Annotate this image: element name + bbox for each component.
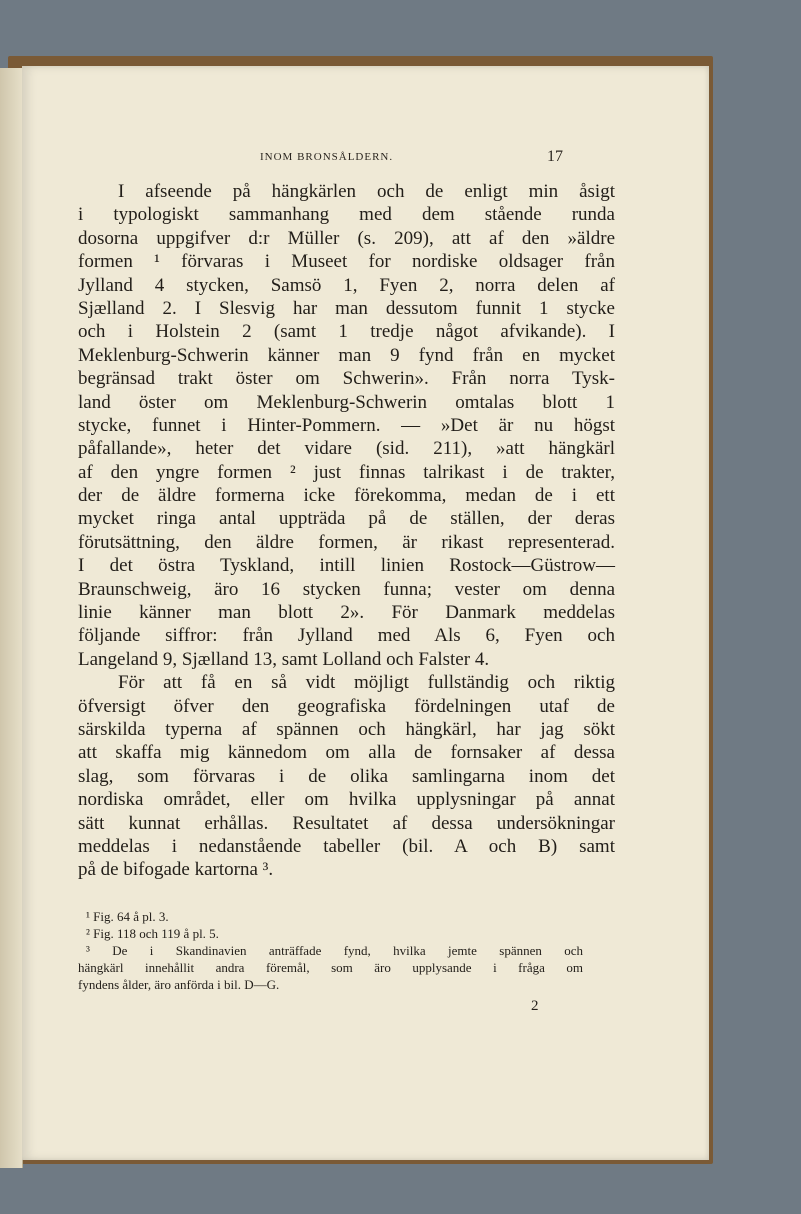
- text-line: För att få en så vidt möjligt fullständig och riktig: [118, 672, 615, 694]
- text-line: förutsättning, den äldre formen, är rikast representerad.: [78, 531, 615, 553]
- text-line: Braunschweig, äro 16 stycken funna; vester om denna: [78, 578, 615, 600]
- text-line: nordiska området, eller om hvilka upplysningar på annat: [78, 789, 615, 811]
- signature-mark: 2: [531, 998, 539, 1014]
- text-line: sätt kunnat erhållas. Resultatet af dessa undersökningar: [78, 812, 615, 834]
- text-line: meddelas i nedanstående tabeller (bil. A och B) samt: [78, 835, 615, 857]
- body-text: [78, 180, 615, 882]
- text-line: mycket ringa antal uppträda på de ställen, der deras: [78, 508, 615, 530]
- footnote-continuation: fyndens ålder, äro anförda i bil. D—G.: [78, 977, 280, 992]
- text-line: särskilda typerna af spännen och hängkärl, har jag sökt: [78, 718, 615, 740]
- footnotes: [78, 908, 583, 993]
- text-line: stycke, funnet i Hinter-Pommern. — »Det är nu högst: [78, 414, 615, 436]
- page-number: 17: [547, 148, 563, 165]
- running-head: INOM BRONSÅLDERN.: [260, 151, 394, 163]
- footnote: ³ De i Skandinavien anträffade fynd, hvilka jemte spännen och: [86, 943, 583, 958]
- text-line: land öster om Meklenburg-Schwerin omtalas blott 1: [78, 391, 615, 413]
- text-line: följande siffror: från Jylland med Als 6, Fyen och: [78, 625, 615, 647]
- text-line: och i Holstein 2 (samt 1 tredje något afvikande). I: [78, 321, 615, 343]
- page-header: [22, 148, 709, 170]
- text-line: I afseende på hängkärlen och de enligt min åsigt: [118, 181, 615, 202]
- text-line: i typologiskt sammanhang med dem stående runda: [78, 204, 615, 226]
- footnote-continuation: hängkärl innehållit andra föremål, som äro upplysande i fråga om: [78, 960, 583, 975]
- text-line: att skaffa mig kännedom om alla de fornsaker af dessa: [78, 742, 615, 764]
- text-line: Meklenburg-Schwerin känner man 9 fynd från en mycket: [78, 344, 615, 366]
- text-line: öfversigt öfver den geografiska fördelningen utaf de: [78, 695, 615, 717]
- text-line: Langeland 9, Sjælland 13, samt Lolland och Falster 4.: [78, 648, 490, 670]
- text-line: slag, som förvaras i de olika samlingarna inom det: [78, 765, 615, 787]
- text-line: Sjælland 2. I Slesvig har man dessutom funnit 1 stycke: [78, 297, 615, 319]
- book-page: [22, 66, 709, 1160]
- text-line: Jylland 4 stycken, Samsö 1, Fyen 2, norra delen af: [78, 274, 615, 296]
- text-line: der de äldre formerna icke förekomma, medan de i ett: [78, 485, 615, 507]
- text-line: på de bifogade kartorna ³.: [78, 859, 274, 881]
- footnote: ² Fig. 118 och 119 å pl. 5.: [86, 926, 219, 941]
- text-line: dosorna uppgifver d:r Müller (s. 209), att af den »äldre: [78, 227, 615, 249]
- text-line: begränsad trakt öster om Schwerin». Från norra Tysk-: [78, 368, 615, 390]
- text-line: I det östra Tyskland, intill linien Rostock—Güstrow—: [78, 555, 615, 577]
- footnote: ¹ Fig. 64 å pl. 3.: [86, 909, 169, 924]
- text-line: formen ¹ förvaras i Museet for nordiske oldsager från: [78, 251, 615, 273]
- text-line: linie känner man blott 2». För Danmark meddelas: [78, 602, 615, 624]
- text-line: af den yngre formen ² just finnas talrikast i de trakter,: [78, 461, 615, 483]
- text-line: påfallande», heter det vidare (sid. 211), »att hängkärl: [78, 438, 615, 460]
- left-page-edge: [0, 68, 23, 1168]
